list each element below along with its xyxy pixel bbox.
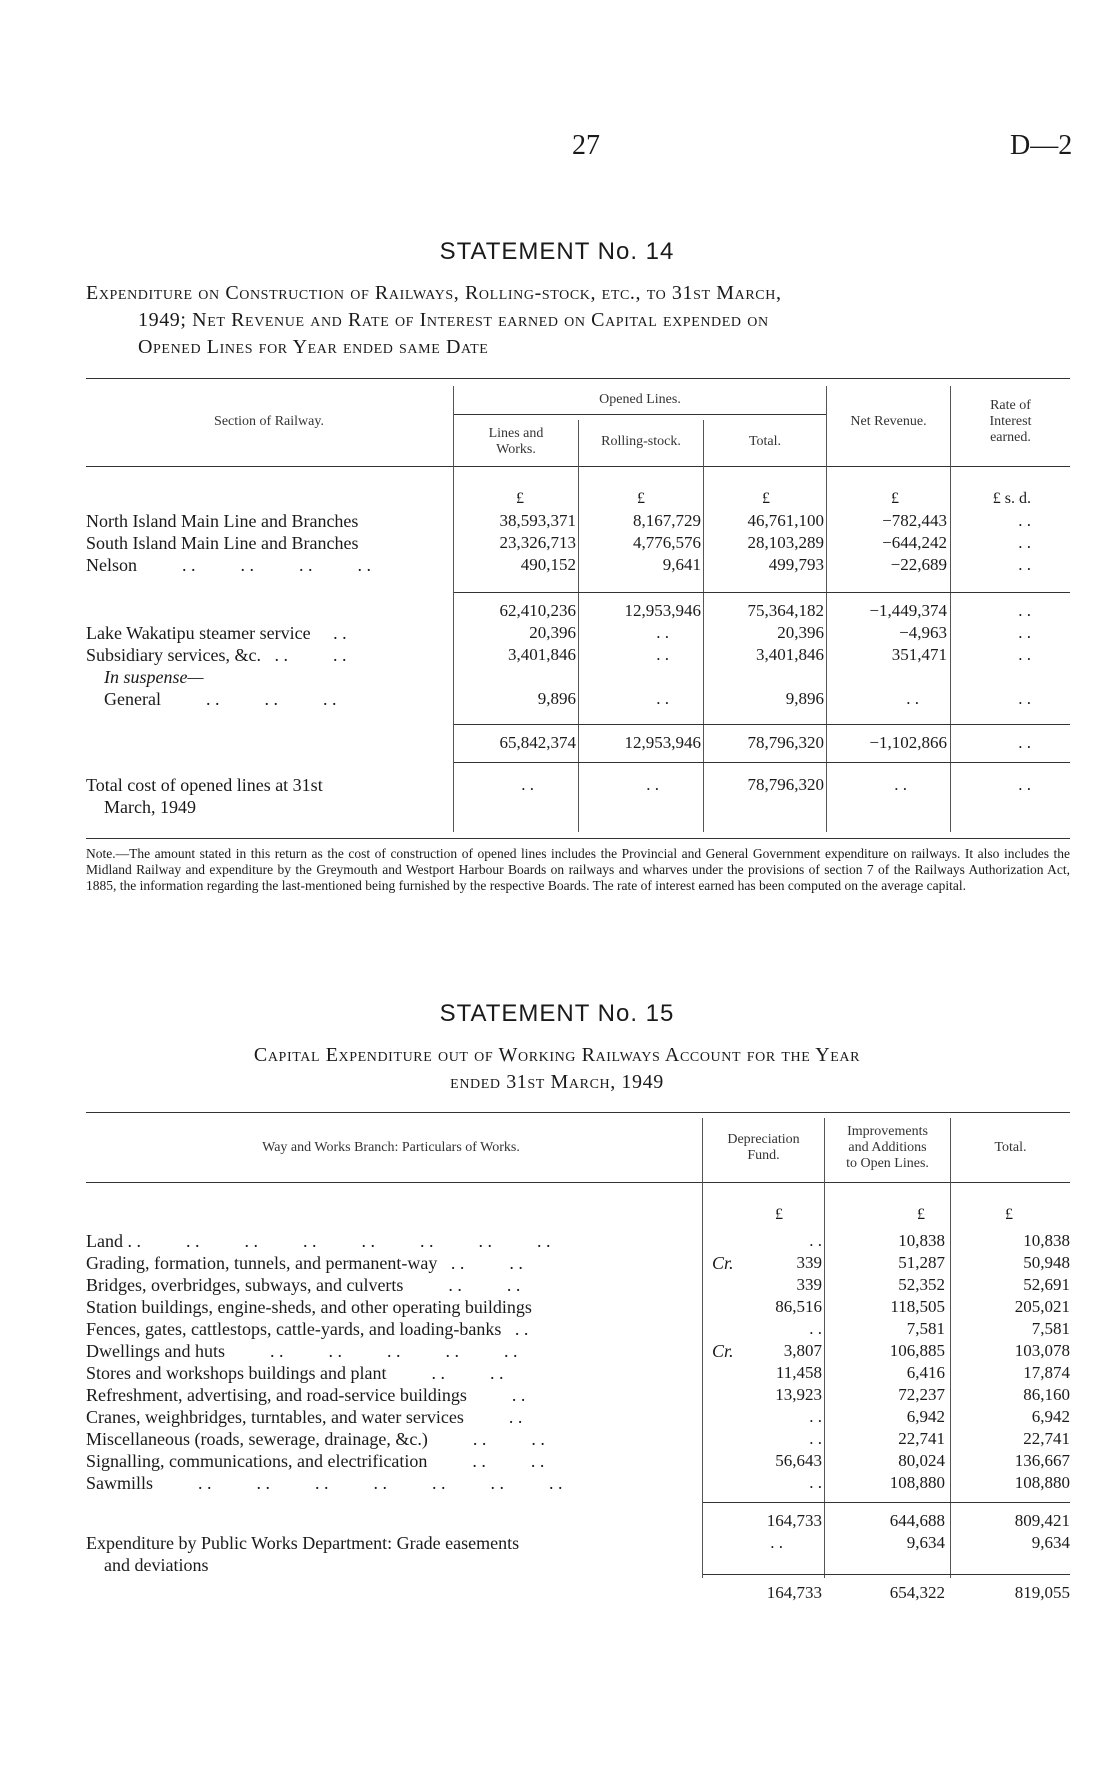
- col-header-opened-lines: Opened Lines.: [599, 392, 681, 407]
- total-rule: [703, 1574, 1070, 1575]
- col-header-lines-works: Lines and Works.: [488, 426, 544, 457]
- in-suspense-label: In suspense—: [104, 667, 204, 687]
- statement-14-title: STATEMENT No. 14: [439, 238, 675, 265]
- col-header-rolling-stock: Rolling-stock.: [601, 434, 681, 449]
- col-header-section: Section of Railway.: [214, 414, 324, 429]
- opened-lines-rule: [454, 414, 826, 415]
- col-header-net-revenue: Net Revenue.: [850, 414, 927, 429]
- table-top-rule: [86, 378, 1070, 379]
- subtotal-rule: [454, 724, 1070, 725]
- subtotal-rule: [454, 762, 1070, 763]
- document-reference: D—2: [1010, 130, 1073, 161]
- col-header-depreciation: Depreciation Fund.: [727, 1132, 800, 1163]
- col-header-particulars: Way and Works Branch: Particulars of Works.: [262, 1140, 520, 1155]
- document-page: 27 D—2 STATEMENT No. 14 Expenditure on Construction of Railways, Rolling-stock, etc., to 31st March, 1949; Net Revenue and Rate of Interest earned on Capital expended on Opened Lines for Year ended same Date Section of Railway. Opened Lines. Lines and Works. Rolling-stock. Total. Net Revenue. Rate of Interest earned. £ £ £ £ £ s. d. North Island Main Line and Branches 38,593,371 8,167,729 46,761,100 −782,443 . . South Island Main Line and Branches 23,326,713 4,776,576 28,103,289 −644,242 . . Nelson . . . . . . . . 490,152 9,641 499,793 −22,689 . . 62,410,236 12,953,946 75,364,182 −1,449,374 . . Lake Wakatipu steamer service . . 20,396 . . 20,396 −4,963 . . Subsidiary services, &c. . . . . 3,401,846 . . 3,401,846 351,471 . . In suspense— General . . . . . . 9,896 . . 9,896 . . . . 65,842,374 12,953,946 78,796,320 −1,102,866 . . Total cost of opened lines at 31st March, 1949 . . . . 78,796,320 . . . . Note.—The amount stated in this return as the cost of construction of opened lines includes the Provincial and General Government expenditure on railways. It also includes the Midland Railway and expenditure by the Greymouth and Westport Harbour Boards on railways and wharves under the provisions of section 7 of the Railways Authorization Act, 1885, the information regarding the last-mentioned being furnished by the respective Boards. The rate of interest earned has been computed on the average capital. STATEMENT No. 15 Capital Expenditure out of Working Railways Account for the Year ended 31st March, 1949 Way and Works Branch: Particulars of Works. Depreciation Fund. Improvements and Additions to Open Lines. Total. £ £ £ Land . . . . . . . . . . . . . . . . . . 10,838 10,838 Grading, formation, tunnels, and permanent-way . . . . Cr. 339 51,287 50,948 Bridges, overbridges, subways, and culverts . . . . 339 52,352 52,691 Station buildings, engine-sheds, and other operating buildings 86,516 118,505 205,021 Fences, gates, cattlestops, cattle-yards, and loading-banks . . . . 7,581 7,581 Dwellings and huts . . . . . . . . . . Cr. 3,807 106,885 103,078 Stores and workshops buildings and plant . . . . 11,458 6,416 17,874 Refreshment, advertising, and road-service buildings . . 13,923 72,237 86,160 Cranes, weighbridges, turntables, and water services . . . . 6,942 6,942 Miscellaneous (roads, sewerage, drainage, &c.) . . . . . . 22,741 22,741 Signalling, communications, and electrification . . . . 56,643 80,024 136,667 Sawmills . . . . . . . . . . . . . . . . 108,880 108,880 164,733 644,688 809,421 Expenditure by Public Works Department: Grade easements and deviations . . 9,634 9,634 164,733 654,322 819,055: [0, 0, 1114, 1790]
- statement-15-subtitle-line-2: ended 31st March, 1949: [450, 1071, 664, 1093]
- col-header-total: Total.: [748, 434, 782, 449]
- statement-15-subtitle-line-1: Capital Expenditure out of Working Railways Account for the Year: [253, 1044, 861, 1066]
- subtotal-rule: [703, 1502, 1070, 1503]
- subtotal-rule: [454, 592, 1070, 593]
- table-bottom-rule: [86, 838, 1070, 839]
- col-header-rate: Rate of Interest earned.: [989, 398, 1032, 445]
- col-header-total: Total.: [994, 1140, 1027, 1155]
- statement-15-title: STATEMENT No. 15: [439, 1000, 675, 1027]
- col-header-improvements: Improvements and Additions to Open Lines.: [846, 1124, 929, 1171]
- statement-14-subtitle-line-2: 1949; Net Revenue and Rate of Interest earned on Capital expended on: [138, 309, 769, 331]
- statement-14-subtitle-line-3: Opened Lines for Year ended same Date: [138, 336, 489, 358]
- statement-14-subtitle-line-1: Expenditure on Construction of Railways, Rolling-stock, etc., to 31st March,: [86, 282, 782, 304]
- statement-14-note: Note.—The amount stated in this return as the cost of construction of opened lines includes the Provincial and General Government expenditure on railways. It also includes the Midland Railway and expenditure by the Greymouth and Westport Harbour Boards on railways and wharves under the provisions of section 7 of the Railways Authorization Act, 1885, the information regarding the last-mentioned being furnished by the respective Boards. The rate of interest earned has been computed on the average capital.: [86, 846, 1070, 893]
- table-top-rule: [86, 1112, 1070, 1113]
- header-bottom-rule: [86, 1182, 1070, 1183]
- page-number: 27: [572, 130, 600, 161]
